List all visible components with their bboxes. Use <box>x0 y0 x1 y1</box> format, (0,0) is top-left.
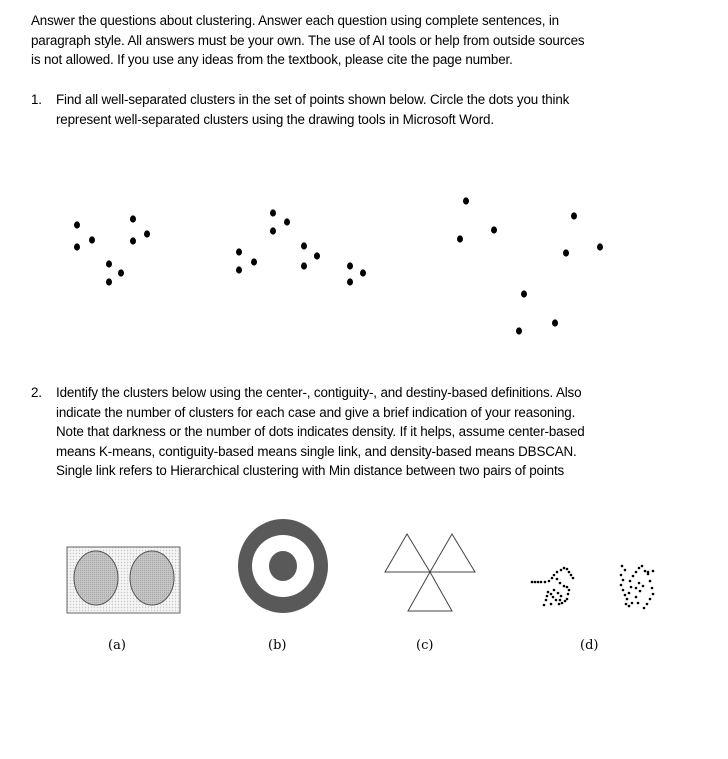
density-dot <box>557 592 560 595</box>
density-dot <box>543 604 546 607</box>
question-line: Find all well-separated clusters in the set of points shown below. Circle the dots you think <box>56 92 570 107</box>
density-dot <box>567 593 570 596</box>
density-dot <box>545 599 548 602</box>
density-dot <box>537 581 540 584</box>
density-dot <box>644 570 647 573</box>
density-dot <box>642 585 645 588</box>
density-dot <box>646 603 649 606</box>
density-dot <box>534 581 537 584</box>
density-dot <box>631 602 634 605</box>
density-dot <box>540 581 543 584</box>
density-dot <box>553 589 556 592</box>
density-dot <box>560 569 563 572</box>
instructions-line: paragraph style. All answers must be your own. The use of AI tools or help from outside sources <box>31 32 585 48</box>
density-dot <box>641 565 644 568</box>
density-dot <box>548 580 551 583</box>
density-dot <box>643 607 646 610</box>
density-dot <box>635 587 638 590</box>
density-dot <box>651 587 654 590</box>
density-dot <box>652 570 655 573</box>
caption-d: (d) <box>580 638 599 653</box>
question-line: Single link refers to Hierarchical clustering with Min distance between two pairs of points <box>56 463 565 478</box>
density-dot <box>558 603 561 606</box>
density-dot <box>632 575 635 578</box>
question-line: Identify the clusters below using the center-, contiguity-, and destiny-based definitions. Also <box>56 385 582 400</box>
density-dot <box>556 571 559 574</box>
density-dot <box>547 591 550 594</box>
instructions-line: Answer the questions about clustering. Answer each question using complete sentences, in <box>31 13 559 28</box>
density-dot <box>628 605 631 608</box>
question-line: means K-means, contiguity-based means single link, and density-based means DBSCAN. <box>56 443 577 459</box>
density-dot <box>566 586 569 589</box>
caption-b: (b) <box>268 638 287 653</box>
density-dot <box>551 577 554 580</box>
question-number: 1. <box>31 92 42 107</box>
density-dot <box>556 578 559 581</box>
density-dot <box>555 599 558 602</box>
density-dot <box>629 580 632 583</box>
density-dot <box>625 603 628 606</box>
density-dot <box>635 571 638 574</box>
caption-a: (a) <box>108 638 126 653</box>
density-dot <box>568 589 571 592</box>
density-dot <box>568 571 571 574</box>
question-number: 2. <box>31 385 42 400</box>
density-dot <box>620 574 623 577</box>
density-dot <box>552 596 555 599</box>
density-dot <box>622 589 625 592</box>
density-dot <box>572 577 575 580</box>
density-dot <box>620 584 623 587</box>
density-dot <box>624 569 627 572</box>
density-dot <box>564 600 567 603</box>
density-dot <box>638 567 641 570</box>
diagram-a-two-dense-ellipses <box>67 547 180 613</box>
density-dot <box>647 571 650 574</box>
question-line: indicate the number of clusters for each case and give a brief indication of your reasoning. <box>56 404 576 420</box>
density-dot <box>621 565 624 568</box>
density-dot <box>550 603 553 606</box>
density-dot <box>559 582 562 585</box>
density-dot <box>637 602 640 605</box>
density-dot <box>638 582 641 585</box>
density-dot <box>560 595 563 598</box>
density-dot <box>559 599 562 602</box>
diagram-d-dot-clusters <box>531 565 655 610</box>
density-dot <box>649 580 652 583</box>
density-dot <box>624 594 627 597</box>
density-dot <box>622 579 625 582</box>
density-dot <box>630 586 633 589</box>
diagram-c-three-triangles <box>385 534 475 611</box>
density-dot <box>652 593 655 596</box>
density-dot <box>570 574 573 577</box>
density-dot <box>561 602 564 605</box>
density-dot <box>635 596 638 599</box>
instructions-line: is not allowed. If you use any ideas from the textbook, please cite the page number. <box>31 52 513 67</box>
question-line: represent well-separated clusters using the drawing tools in Microsoft Word. <box>56 111 494 127</box>
density-dot <box>531 581 534 584</box>
density-dot <box>550 593 553 596</box>
density-dot <box>546 595 549 598</box>
density-dot <box>628 592 631 595</box>
density-dot <box>566 598 569 601</box>
diagram-b-ring-and-center <box>238 519 328 613</box>
density-dot <box>563 585 566 588</box>
density-dot <box>563 567 566 570</box>
question-line: Note that darkness or the number of dots indicates density. If it helps, assume center-based <box>56 424 585 439</box>
density-dot <box>553 574 556 577</box>
density-dot <box>544 581 547 584</box>
density-dot <box>639 590 642 593</box>
density-dot <box>649 598 652 601</box>
density-dot <box>566 568 569 571</box>
density-dot <box>626 598 629 601</box>
caption-c: (c) <box>416 638 434 653</box>
